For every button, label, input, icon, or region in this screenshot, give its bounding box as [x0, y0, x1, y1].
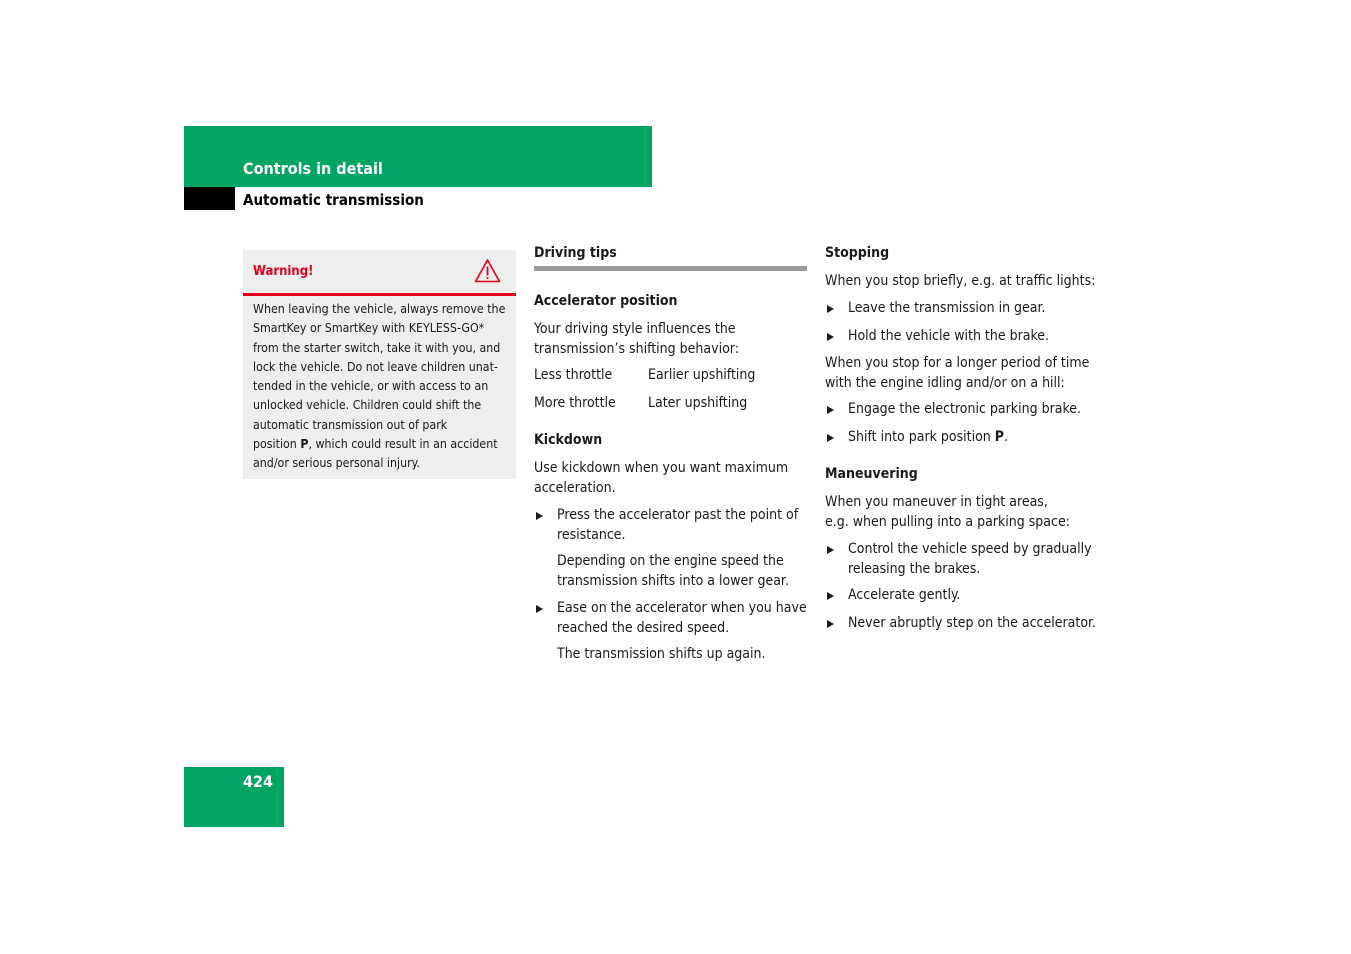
bullet-arrow-icon — [536, 512, 543, 520]
text-line: When you maneuver in tight areas, — [825, 494, 1048, 510]
step-text: . — [1004, 429, 1009, 445]
maneuvering-heading: Maneuvering — [825, 466, 918, 482]
accelerator-intro — [534, 320, 739, 359]
warning-line: SmartKey or SmartKey with KEYLESS-GO* — [253, 321, 485, 336]
step-text: Shift into park position — [848, 429, 995, 445]
warning-text-span: , which could result in an accident — [308, 437, 498, 452]
effect-cell: Earlier upshifting — [648, 367, 756, 383]
warning-divider — [243, 293, 516, 296]
subsection-title: Automatic transmission — [243, 191, 424, 209]
text-line: acceleration. — [534, 479, 616, 496]
text-line: Your driving style influences the — [534, 321, 736, 337]
warning-line — [253, 435, 509, 454]
warning-line: automatic transmission out of park — [253, 417, 448, 432]
kickdown-step — [557, 599, 807, 638]
kickdown-step — [557, 506, 798, 545]
park-position-label: P — [300, 437, 309, 452]
bullet-arrow-icon — [827, 434, 834, 442]
page-number: 424 — [243, 772, 274, 791]
park-position-label: P — [994, 429, 1005, 445]
kickdown-note: The transmission shifts up again. — [557, 646, 766, 662]
throttle-cell: More throttle — [534, 395, 616, 411]
stopping-step: Hold the vehicle with the brake. — [848, 328, 1050, 344]
maneuvering-intro — [825, 493, 1070, 532]
text-line: Depending on the engine speed the — [557, 553, 784, 569]
maneuvering-step: Accelerate gently. — [848, 587, 961, 603]
maneuvering-step — [848, 540, 1092, 579]
section-title: Controls in detail — [243, 159, 383, 178]
driving-tips-heading: Driving tips — [534, 245, 617, 261]
text-line: with the engine idling and/or on a hill: — [825, 374, 1065, 391]
text-line: reached the desired speed. — [557, 619, 730, 636]
text-line: resistance. — [557, 526, 626, 543]
warning-text-span: position — [253, 437, 301, 452]
bullet-arrow-icon — [536, 605, 543, 613]
effect-cell: Later upshifting — [648, 395, 748, 411]
bullet-arrow-icon — [827, 620, 834, 628]
warning-line: When leaving the vehicle, always remove the — [253, 302, 506, 316]
text-line: transmission shifts into a lower gear. — [557, 572, 789, 589]
maneuvering-step: Never abruptly step on the accelerator. — [848, 615, 1096, 631]
bullet-arrow-icon — [827, 592, 834, 600]
heading-rule — [534, 266, 807, 271]
warning-label: Warning! — [253, 264, 314, 279]
accelerator-heading: Accelerator position — [534, 293, 678, 309]
stopping-heading: Stopping — [825, 245, 890, 261]
kickdown-intro — [534, 459, 788, 498]
text-line: When you stop for a longer period of time — [825, 355, 1090, 371]
stopping-step — [848, 428, 1008, 448]
warning-line: tended in the vehicle, or with access to an — [253, 379, 489, 394]
throttle-cell: Less throttle — [534, 367, 613, 383]
bullet-arrow-icon — [827, 546, 834, 554]
text-line: Ease on the accelerator when you have — [557, 600, 807, 616]
text-line: releasing the brakes. — [848, 560, 981, 577]
warning-line: unlocked vehicle. Children could shift the — [253, 398, 482, 413]
warning-line: from the starter switch, take it with you, and — [253, 340, 501, 355]
text-line: e.g. when pulling into a parking space: — [825, 513, 1070, 530]
stopping-step: Leave the transmission in gear. — [848, 300, 1046, 316]
text-line: transmission’s shifting behavior: — [534, 340, 739, 357]
bullet-arrow-icon — [827, 406, 834, 414]
stopping-step: Engage the electronic parking brake. — [848, 401, 1082, 417]
warning-triangle-icon — [474, 258, 501, 283]
kickdown-heading: Kickdown — [534, 432, 603, 448]
text-line: Use kickdown when you want maximum — [534, 460, 789, 476]
warning-text — [253, 300, 509, 474]
text-line: Control the vehicle speed by gradually — [848, 541, 1092, 557]
stopping-intro-long — [825, 354, 1089, 393]
bullet-arrow-icon — [827, 333, 834, 341]
warning-line: lock the vehicle. Do not leave children unat- — [253, 359, 498, 374]
text-line: Press the accelerator past the point of — [557, 507, 799, 523]
stopping-intro: When you stop briefly, e.g. at traffic lights: — [825, 273, 1096, 289]
bullet-arrow-icon — [827, 305, 834, 313]
kickdown-note — [557, 552, 789, 591]
section-tab-marker — [184, 187, 235, 210]
warning-line: and/or serious personal injury. — [253, 456, 420, 471]
